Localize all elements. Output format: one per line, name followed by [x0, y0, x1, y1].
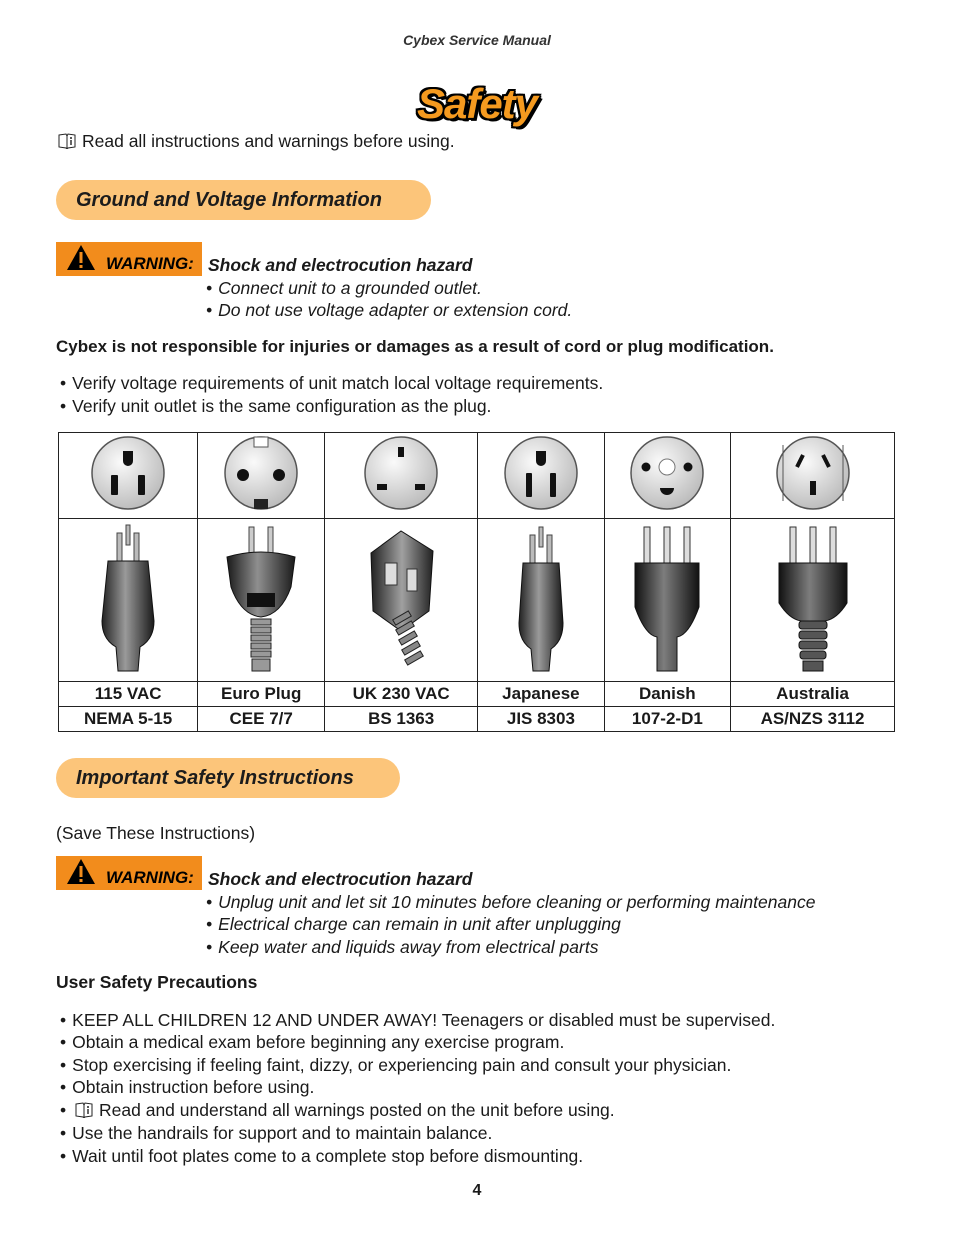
warning-triangle-icon — [66, 244, 96, 271]
warning-item: • Electrical charge can remain in unit after unplugging — [206, 914, 621, 935]
plug-standard-cell: JIS 8303 — [478, 707, 604, 732]
plug-danish-icon — [604, 519, 730, 682]
plug-name-cell: Euro Plug — [198, 682, 325, 707]
list-item: • Stop exercising if feeling faint, dizzy, or experiencing pain and consult your physician. — [60, 1055, 731, 1076]
list-item: • Verify voltage requirements of unit match local voltage requirements. — [60, 373, 603, 394]
plug-standard-cell: NEMA 5-15 — [59, 707, 198, 732]
intro-text: Read all instructions and warnings before using. — [82, 131, 455, 151]
plug-nema-icon — [59, 519, 198, 682]
plug-table — [58, 432, 895, 732]
list-item: • Obtain instruction before using. — [60, 1077, 314, 1098]
section-heading-ground: Ground and Voltage Information — [56, 180, 431, 220]
section-heading-safety: Important Safety Instructions — [56, 758, 400, 798]
manual-info-icon — [58, 133, 76, 149]
precautions-heading: User Safety Precautions — [56, 972, 258, 992]
plug-name-cell: 115 VAC — [59, 682, 198, 707]
warning-badge — [56, 242, 202, 276]
plug-japanese-icon — [478, 519, 604, 682]
list-item: • Verify unit outlet is the same configuration as the plug. — [60, 396, 491, 417]
outlet-uk-icon — [325, 433, 478, 519]
outlet-euro-icon — [198, 433, 325, 519]
plug-standard-cell: AS/NZS 3112 — [731, 707, 895, 732]
warning-item: • Unplug unit and let sit 10 minutes before cleaning or performing maintenance — [206, 892, 815, 913]
list-item-text: Read and understand all warnings posted on the unit before using. — [99, 1100, 615, 1120]
plug-standard-cell: BS 1363 — [325, 707, 478, 732]
list-item: • KEEP ALL CHILDREN 12 AND UNDER AWAY! Teenagers or disabled must be supervised. — [60, 1010, 775, 1031]
list-item: • Use the handrails for support and to maintain balance. — [60, 1123, 492, 1144]
manual-info-icon — [75, 1102, 93, 1118]
list-item: • Obtain a medical exam before beginning any exercise program. — [60, 1032, 564, 1053]
intro-line — [58, 131, 455, 152]
page-title: Safety — [416, 80, 538, 127]
liability-note: Cybex is not responsible for injuries or damages as a result of cord or plug modification. — [56, 337, 774, 356]
warning-title: Shock and electrocution hazard — [208, 869, 473, 889]
outlet-danish-icon — [604, 433, 730, 519]
outlet-nema-icon — [59, 433, 198, 519]
plug-uk-icon — [325, 519, 478, 682]
plug-standard-cell: 107-2-D1 — [604, 707, 730, 732]
list-item: • Wait until foot plates come to a complete stop before dismounting. — [60, 1146, 583, 1167]
save-note: (Save These Instructions) — [56, 823, 256, 843]
manual-header: Cybex Service Manual — [403, 32, 551, 48]
plug-name-cell: UK 230 VAC — [325, 682, 478, 707]
warning-label: WARNING: — [106, 868, 194, 887]
plug-name-cell: Danish — [604, 682, 730, 707]
plug-euro-icon — [198, 519, 325, 682]
warning-label: WARNING: — [106, 254, 194, 273]
plug-australia-icon — [731, 519, 895, 682]
outlet-japanese-icon — [478, 433, 604, 519]
plug-standard-cell: CEE 7/7 — [198, 707, 325, 732]
warning-item: • Do not use voltage adapter or extension cord. — [206, 300, 572, 321]
plug-name-cell: Australia — [731, 682, 895, 707]
outlet-australia-icon — [731, 433, 895, 519]
warning-title: Shock and electrocution hazard — [208, 255, 473, 275]
warning-badge — [56, 856, 202, 890]
warning-item: • Keep water and liquids away from electrical parts — [206, 937, 598, 958]
list-item: • Read and understand all warnings posted on the unit before using. — [60, 1100, 615, 1120]
warning-triangle-icon — [66, 858, 96, 885]
plug-name-cell: Japanese — [478, 682, 604, 707]
page-number: 4 — [472, 1182, 482, 1199]
warning-item: • Connect unit to a grounded outlet. — [206, 278, 482, 299]
